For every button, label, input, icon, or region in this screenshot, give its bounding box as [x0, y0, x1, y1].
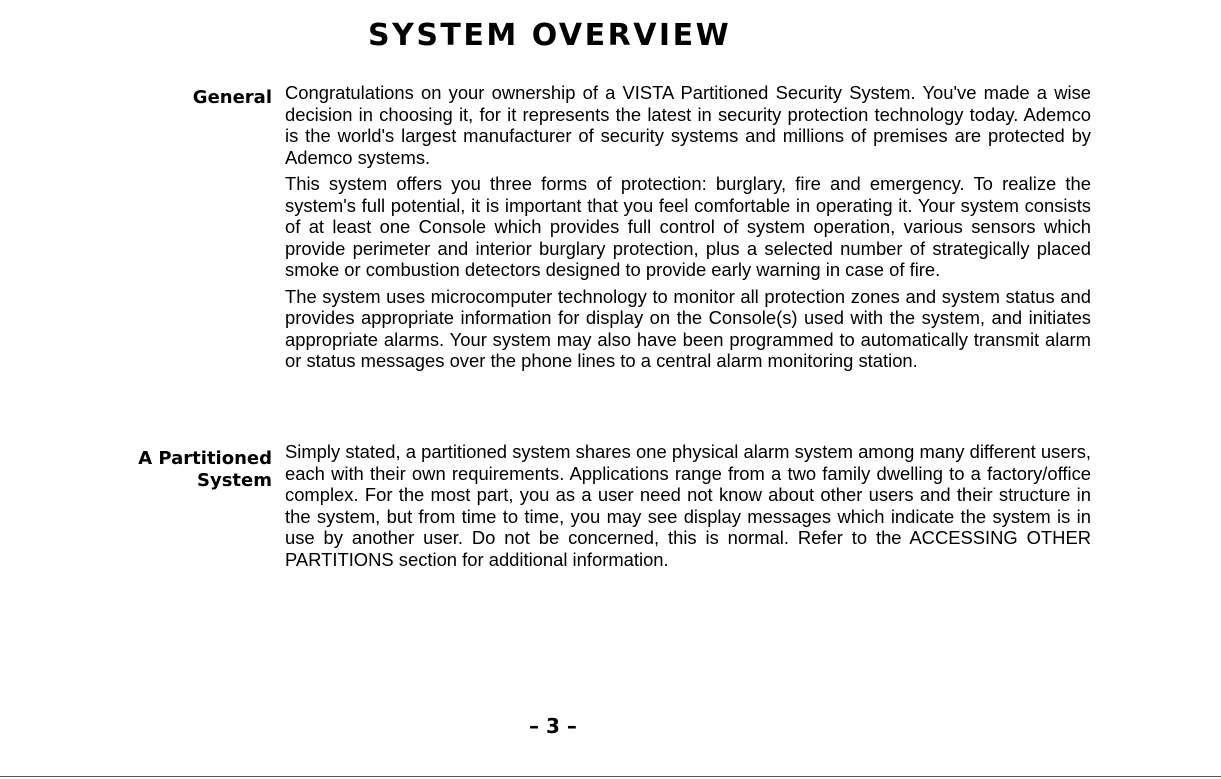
section-body-partitioned-system [285, 441, 1091, 575]
paragraph-partitioned: Simply stated, a partitioned system shares one physical alarm system among many different users, each with their own requirements. Applications range from a two family dwelling to a factory/office complex. For the most part, you as a user need not know about other users and their structure in the system, but from time to time, you may see display messages which indicate the system is in use by another user. Do not be concerned, this is normal. Refer to the ACCESSING OTHER PARTITIONS section for additional information. [285, 441, 1091, 570]
paragraph-general-intro: Congratulations on your ownership of a VISTA Partitioned Security System. You've made a wise decision in choosing it, for it represents the latest in security protection technology today. Ademco is the world's largest manufacturer of security systems and millions of premises are protected by Ademco systems. [285, 82, 1091, 168]
page-title: SYSTEM OVERVIEW [368, 18, 732, 53]
section-heading-line: A Partitioned [138, 448, 272, 469]
bottom-rule [0, 776, 1221, 777]
section-heading-general: General [192, 87, 272, 108]
page-number: – 3 – [529, 714, 577, 738]
section-heading-partitioned-system [138, 448, 272, 492]
section-body-general [285, 82, 1091, 377]
paragraph-general-protection: This system offers you three forms of protection: burglary, fire and emergency. To realize the system's full potential, it is important that you feel comfortable in operating it. Your system consists of at least one Console which provides full control of system operation, various sensors which provide perimeter and interior burglary protection, plus a selected number of strategically placed smoke or combustion detectors designed to provide early warning in case of fire. [285, 173, 1091, 280]
paragraph-general-technology: The system uses microcomputer technology to monitor all protection zones and system status and provides appropriate information for display on the Console(s) used with the system, and initiates appropriate alarms. Your system may also have been programmed to automatically transmit alarm or status messages over the phone lines to a central alarm monitoring station. [285, 285, 1091, 371]
section-heading-line: System [197, 470, 272, 491]
